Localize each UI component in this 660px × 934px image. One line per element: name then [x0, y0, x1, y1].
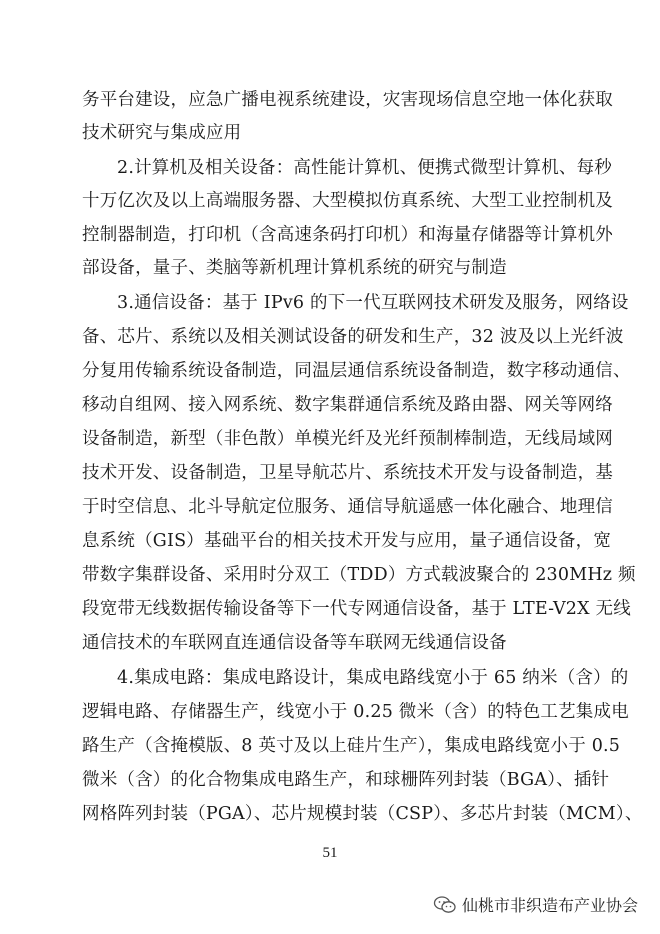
- text-line: 备、芯片、系统以及相关测试设备的研发和生产，32 波及以上光纤波: [82, 327, 624, 347]
- page-number: 51: [322, 845, 338, 861]
- text-line: 2.计算机及相关设备：高性能计算机、便携式微型计算机、每秒: [117, 158, 612, 178]
- text-line: 控制器制造，打印机（含高速条码打印机）和海量存储器等计算机外: [82, 225, 613, 245]
- text-line: 路生产（含掩模版、8 英寸及以上硅片生产），集成电路线宽小于 0.5: [82, 736, 621, 756]
- text-line: 息系统（GIS）基础平台的相关技术开发与应用，量子通信设备，宽: [82, 531, 612, 551]
- text-line: 微米（含）的化合物集成电路生产，和球栅阵列封装（BGA）、插针: [82, 770, 610, 790]
- text-line: 移动自组网、接入网系统、数字集群通信系统及路由器、网关等网络: [82, 395, 613, 415]
- text-line: 技术开发、设备制造，卫星导航芯片、系统技术开发与设备制造，基: [82, 463, 613, 483]
- text-line: 部设备，量子、类脑等新机理计算机系统的研究与制造: [82, 258, 507, 278]
- watermark-text: 仙桃市非织造布产业协会: [461, 896, 638, 915]
- text-line: 段宽带无线数据传输设备等下一代专网通信设备，基于 LTE-V2X 无线: [82, 599, 631, 619]
- text-line: 务平台建设，应急广播电视系统建设，灾害现场信息空地一体化获取: [82, 90, 613, 110]
- wechat-icon: [434, 896, 456, 914]
- text-line: 于时空信息、北斗导航定位服务、通信导航遥感一体化融合、地理信: [82, 497, 613, 517]
- text-line: 十万亿次及以上高端服务器、大型模拟仿真系统、大型工业控制机及: [82, 191, 613, 211]
- text-line: 分复用传输系统设备制造，同温层通信系统设备制造，数字移动通信、: [82, 361, 631, 381]
- text-line: 技术研究与集成应用: [82, 123, 242, 143]
- text-line: 3.通信设备：基于 IPv6 的下一代互联网技术研发及服务，网络设: [117, 293, 629, 313]
- text-line: 通信技术的车联网直连通信设备等车联网无线通信设备: [82, 633, 507, 653]
- text-line: 4.集成电路：集成电路设计，集成电路线宽小于 65 纳米（含）的: [117, 668, 629, 688]
- watermark: [434, 893, 638, 916]
- text-line: 逻辑电路、存储器生产，线宽小于 0.25 微米（含）的特色工艺集成电: [82, 702, 629, 722]
- text-line: 设备制造，新型（非色散）单模光纤及光纤预制棒制造，无线局域网: [82, 429, 613, 449]
- text-line: 网格阵列封装（PGA）、芯片规模封装（CSP）、多芯片封装（MCM）、: [82, 804, 643, 824]
- text-line: 带数字集群设备、采用时分双工（TDD）方式载波聚合的 230MHz 频: [82, 565, 636, 585]
